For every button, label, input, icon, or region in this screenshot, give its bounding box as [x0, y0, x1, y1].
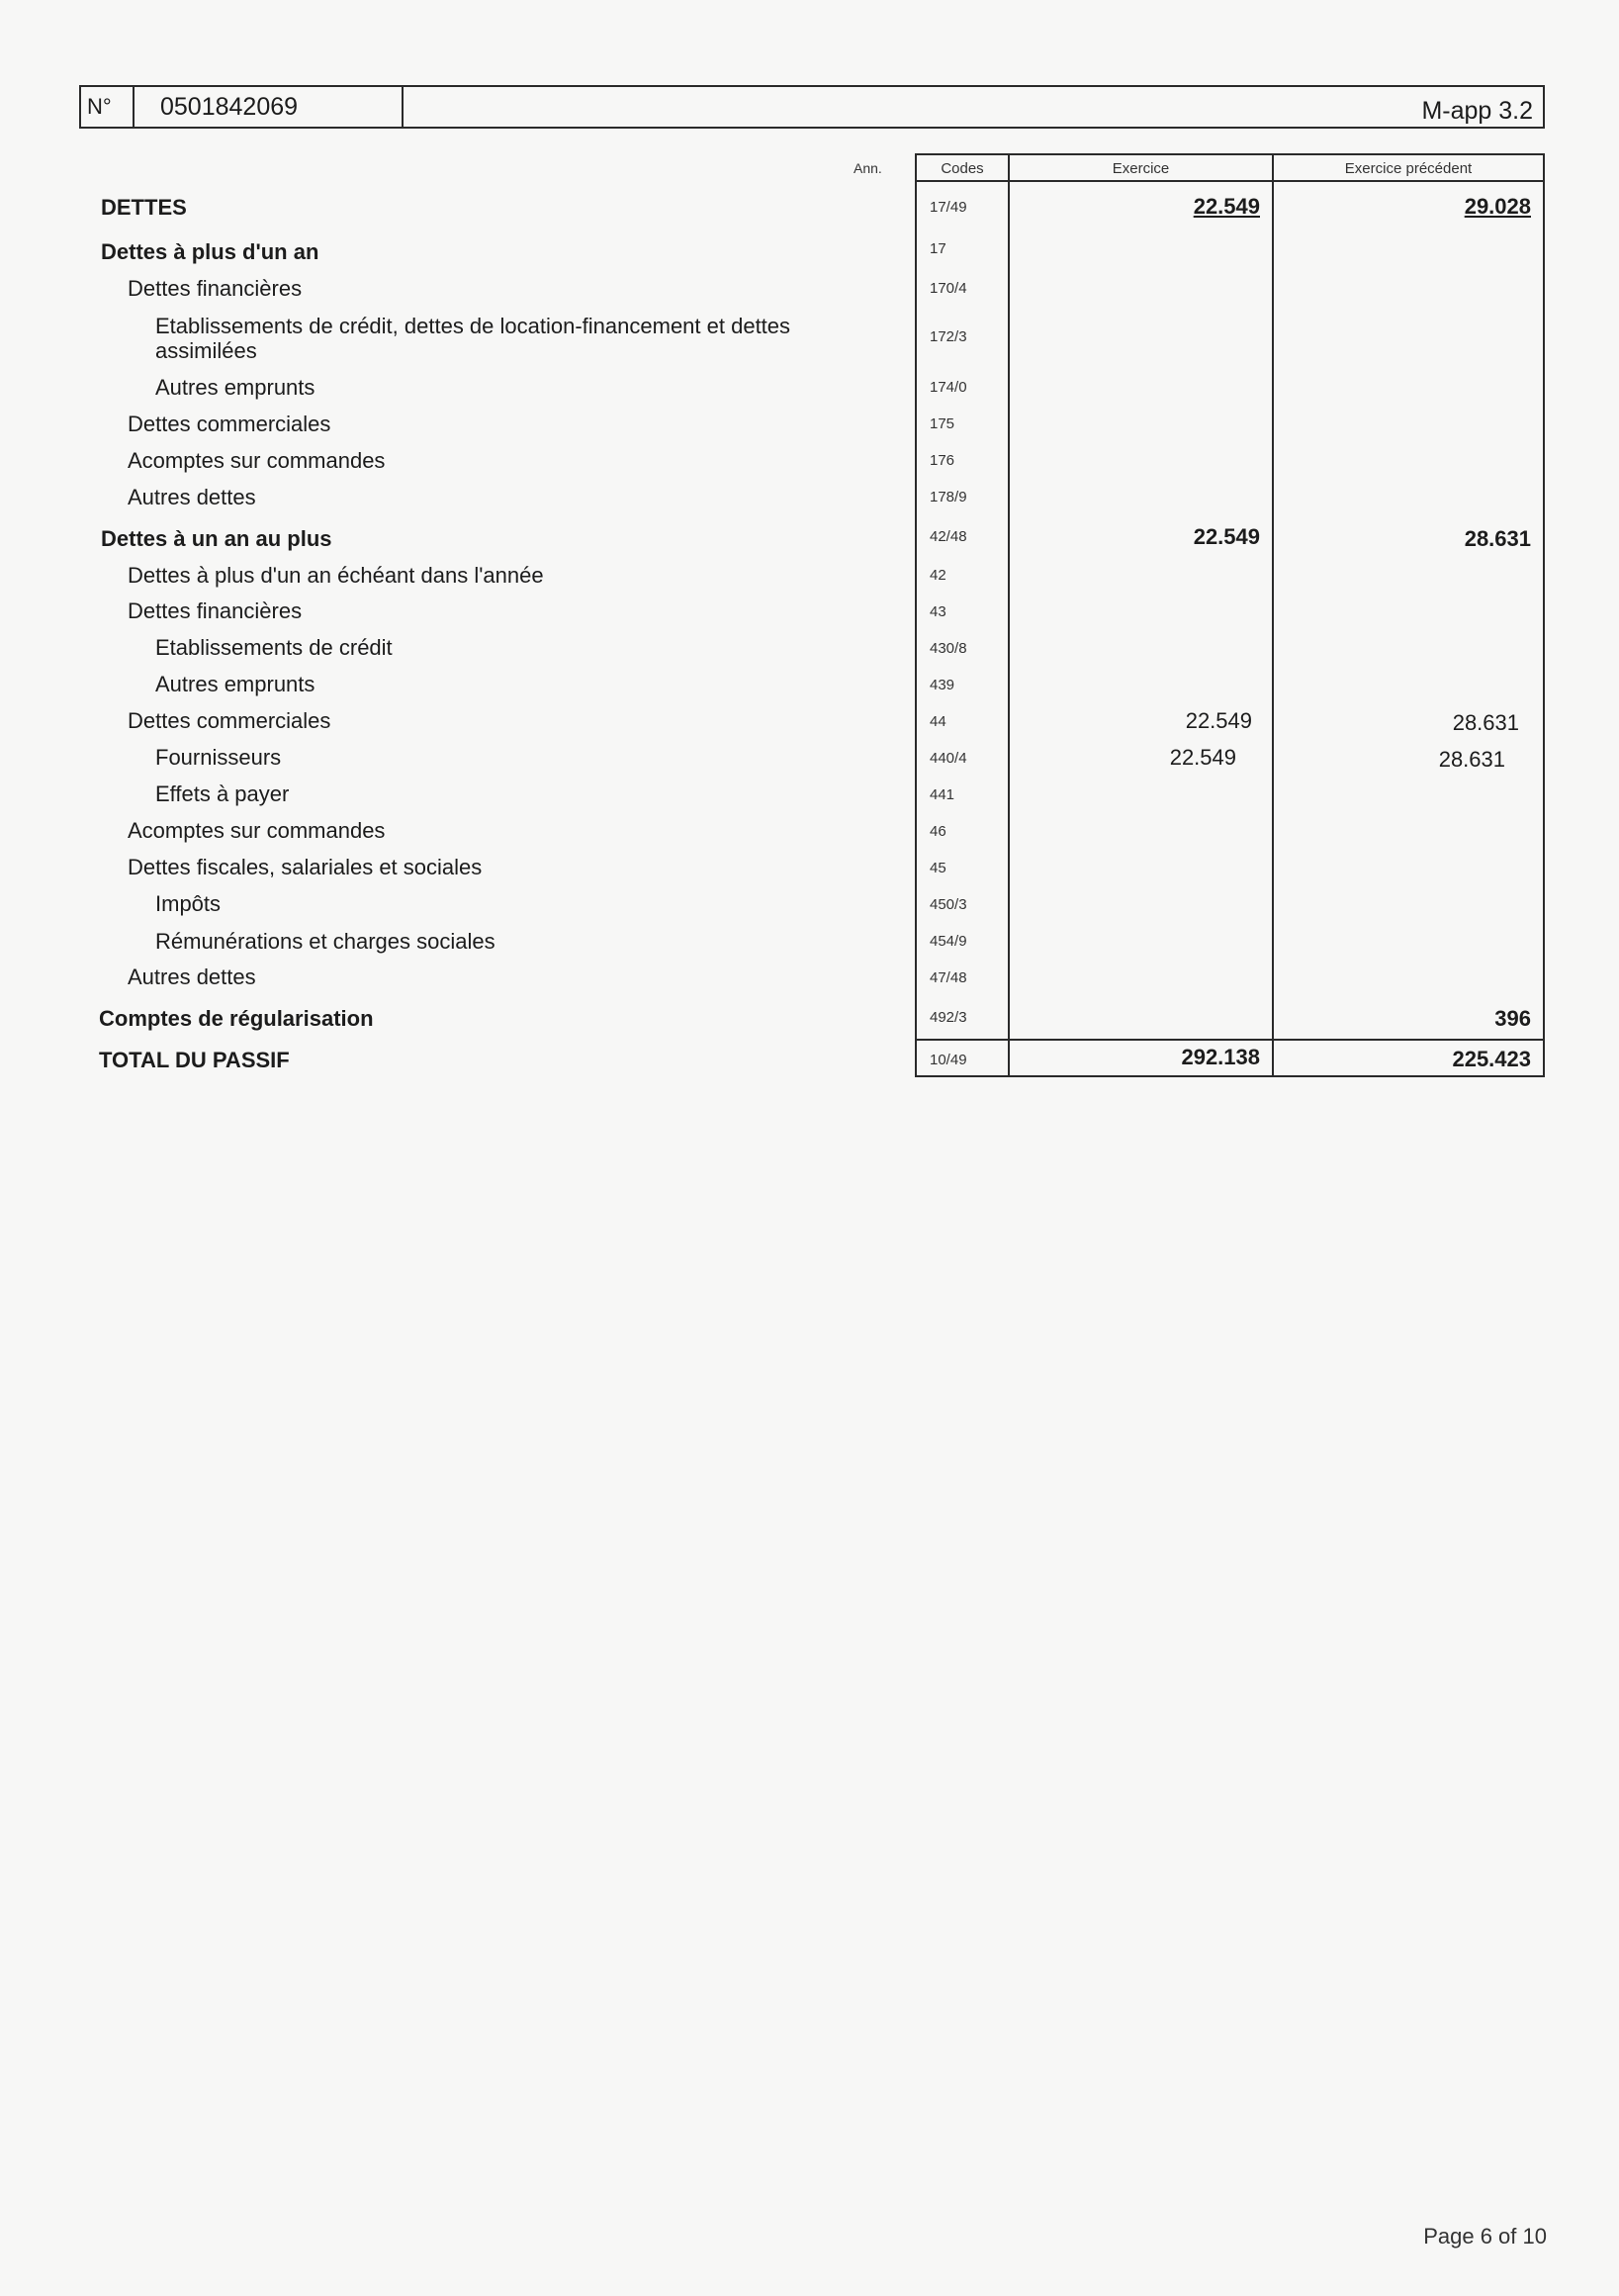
row-code: 42/48	[930, 528, 967, 545]
row-label: Comptes de régularisation	[99, 1006, 374, 1031]
row-label: Fournisseurs	[155, 745, 282, 770]
row-code: 42	[930, 567, 946, 584]
row-label: Etablissements de crédit, dettes de location-financement et dettes assimilées	[155, 314, 791, 363]
row-code: 454/9	[930, 933, 967, 950]
row-code: 10/49	[930, 1052, 967, 1068]
row-code: 44	[930, 713, 946, 730]
row-code: 178/9	[930, 489, 967, 505]
row-label: Rémunérations et charges sociales	[155, 929, 495, 954]
row-exercice-value: 22.549	[1185, 708, 1252, 733]
page-number: Page 6 of 10	[1423, 2224, 1547, 2249]
row-code: 47/48	[930, 969, 967, 986]
row-code: 170/4	[930, 280, 967, 297]
row-label: Dettes commerciales	[128, 412, 331, 436]
row-precedent-value: 28.631	[1464, 526, 1531, 551]
row-label: Etablissements de crédit	[155, 635, 393, 660]
row-code: 176	[930, 452, 955, 469]
row-code: 43	[930, 603, 946, 620]
row-label: Autres dettes	[128, 964, 256, 989]
row-code: 46	[930, 823, 946, 840]
row-label: Dettes à plus d'un an	[101, 239, 319, 264]
row-label: Dettes financières	[128, 598, 303, 623]
total-row-divider	[915, 1039, 1545, 1041]
row-code: 174/0	[930, 379, 967, 396]
codes-column-header: Codes	[941, 160, 984, 177]
exercice-precedent-column-header: Exercice précédent	[1344, 160, 1473, 177]
row-code: 450/3	[930, 896, 967, 913]
row-exercice-value: 22.549	[1193, 524, 1260, 549]
row-exercice-value: 22.549	[1169, 745, 1236, 770]
row-label: Autres dettes	[128, 485, 256, 509]
row-label: Effets à payer	[155, 781, 290, 806]
form-header	[79, 85, 1545, 129]
row-exercice-value: 292.138	[1181, 1045, 1260, 1069]
row-precedent-value: 396	[1494, 1006, 1531, 1031]
row-code: 492/3	[930, 1009, 967, 1026]
row-code: 439	[930, 677, 955, 693]
row-precedent-value: 29.028	[1464, 194, 1531, 219]
row-precedent-value: 28.631	[1438, 747, 1505, 772]
number-label: N°	[81, 87, 135, 127]
row-label: Dettes fiscales, salariales et sociales	[128, 855, 483, 879]
row-label: Dettes commerciales	[128, 708, 331, 733]
row-code: 441	[930, 786, 955, 803]
row-label: Autres emprunts	[155, 375, 315, 400]
row-code: 430/8	[930, 640, 967, 657]
ann-column-header: Ann.	[854, 160, 882, 176]
row-code: 172/3	[930, 328, 967, 345]
row-code: 45	[930, 860, 946, 876]
row-exercice-value: 22.549	[1193, 194, 1260, 219]
row-label: Dettes à un an au plus	[101, 526, 332, 551]
codes-column-divider	[1008, 153, 1010, 1077]
row-label: Dettes financières	[128, 276, 303, 301]
row-code: 175	[930, 415, 955, 432]
row-code: 17/49	[930, 199, 967, 216]
row-label: Autres emprunts	[155, 672, 315, 696]
exercice-column-divider	[1272, 153, 1274, 1077]
row-label: DETTES	[101, 195, 187, 220]
company-number: 0501842069	[135, 87, 404, 127]
row-precedent-value: 28.631	[1452, 710, 1519, 735]
row-label: Impôts	[155, 891, 222, 916]
row-label: Dettes à plus d'un an échéant dans l'année	[128, 563, 544, 588]
row-code: 440/4	[930, 750, 967, 767]
row-code: 17	[930, 240, 946, 257]
row-precedent-value: 225.423	[1452, 1047, 1531, 1071]
row-label: TOTAL DU PASSIF	[99, 1048, 290, 1072]
exercice-column-header: Exercice	[1112, 160, 1170, 177]
row-label: Acomptes sur commandes	[128, 448, 386, 473]
row-label: Acomptes sur commandes	[128, 818, 386, 843]
form-code: M-app 3.2	[1421, 97, 1533, 125]
